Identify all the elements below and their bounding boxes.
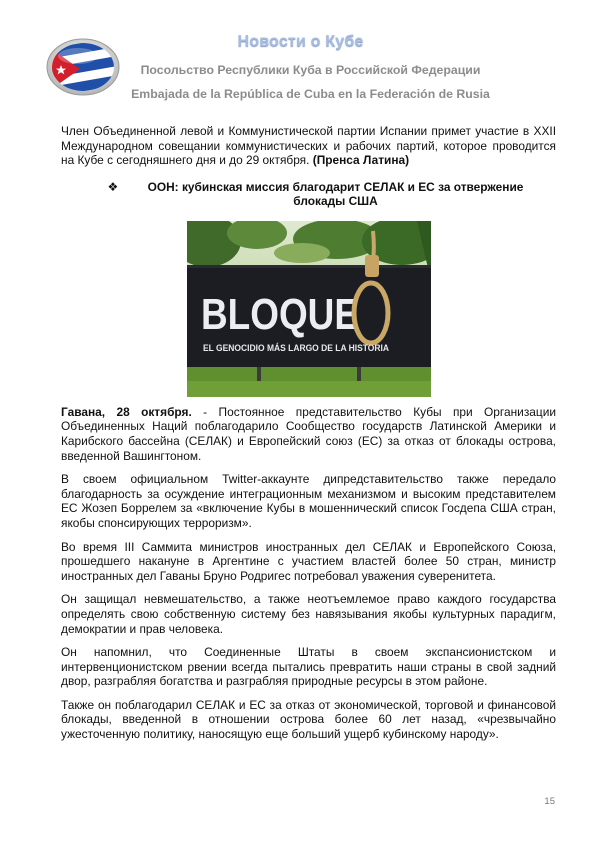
- article-paragraph-6: Также он поблагодарил СЕЛАК и ЕС за отказ от экономической, торговой и финансовой блокады, введенной в отношении острова более 60 лет назад, «чрезвычайно ужесточенную политику, наносящую еще больший ущерб кубинскому народу».: [61, 697, 556, 742]
- headline-text: ООН: кубинская миссия благодарит СЕЛАК и ЕС за отвержение блокады США: [147, 179, 524, 209]
- lead-text: Член Объединенной левой и Коммунистической партии Испании примет участие в XXII Международном совещании коммунистических и рабочих партий, которое проводится на Кубе с сегодняшнего дня и до 29 октября.: [61, 124, 556, 168]
- article-paragraph-2: В своем официальном Twitter-аккаунте дипредставительство также передало благодарность за осуждение интеграционным механизмом и высоким представителем ЕС Жозеп Боррелем за «включение Кубы в мошеннический список Госдепа США стран, якобы спонсирующих терроризм».: [61, 472, 556, 530]
- article-paragraph-1: [61, 405, 556, 463]
- diamond-bullet-icon: ❖: [107, 179, 119, 194]
- lead-source: (Пренса Латина): [312, 153, 410, 168]
- dateline: Гавана, 28 октября.: [61, 404, 192, 419]
- lead-paragraph: [61, 124, 556, 168]
- page-header: [0, 0, 601, 112]
- page-number: 15: [544, 796, 555, 807]
- article-body: [61, 124, 556, 751]
- article-paragraph-4: Он защищал невмешательство, а также неотъемлемое право каждого государства определять свою собственную систему без навязывания якобы культурных парадигм, демократии и прав человека.: [61, 592, 556, 636]
- article-paragraph-5: Он напомнил, что Соединенные Штаты в своем экспансионистском и интервенционистском рвении всегда пытались превратить наши страны в свой задний двор, разграбляя богатства и разграбляя природные ресурсы в этом районе.: [61, 645, 556, 689]
- article-headline: [61, 180, 556, 209]
- sign-subtitle: EL GENOCIDIO MÁS LARGO DE LA HISTORIA: [202, 342, 389, 353]
- paragraph-1-text: - Постоянное представительство Кубы при Организации Объединенных Наций поблагодарило Сообщество государств Латинской Америки и Карибского бассейна (СЕЛАК) и Европейский союз (ЕС) за отказ от блокады острова, введенной Вашингтоном.: [61, 404, 556, 463]
- article-photo: [187, 221, 431, 397]
- newsletter-title: Новости о Кубе: [237, 33, 364, 50]
- article-paragraph-3: Во время III Саммита министров иностранных дел СЕЛАК и Европейского Союза, прошедшего накануне в Аргентине с участием властей более 50 стран, министр иностранных дел Гаваны Бруно Родригес потребовал уважения суверенитета.: [61, 539, 556, 583]
- sign-word: BLOQUE: [200, 289, 359, 339]
- embassy-name-ru: Посольство Республики Куба в Российской Федерации: [140, 63, 481, 77]
- embassy-name-es: Embajada de la República de Cuba en la Federación de Rusia: [131, 87, 490, 101]
